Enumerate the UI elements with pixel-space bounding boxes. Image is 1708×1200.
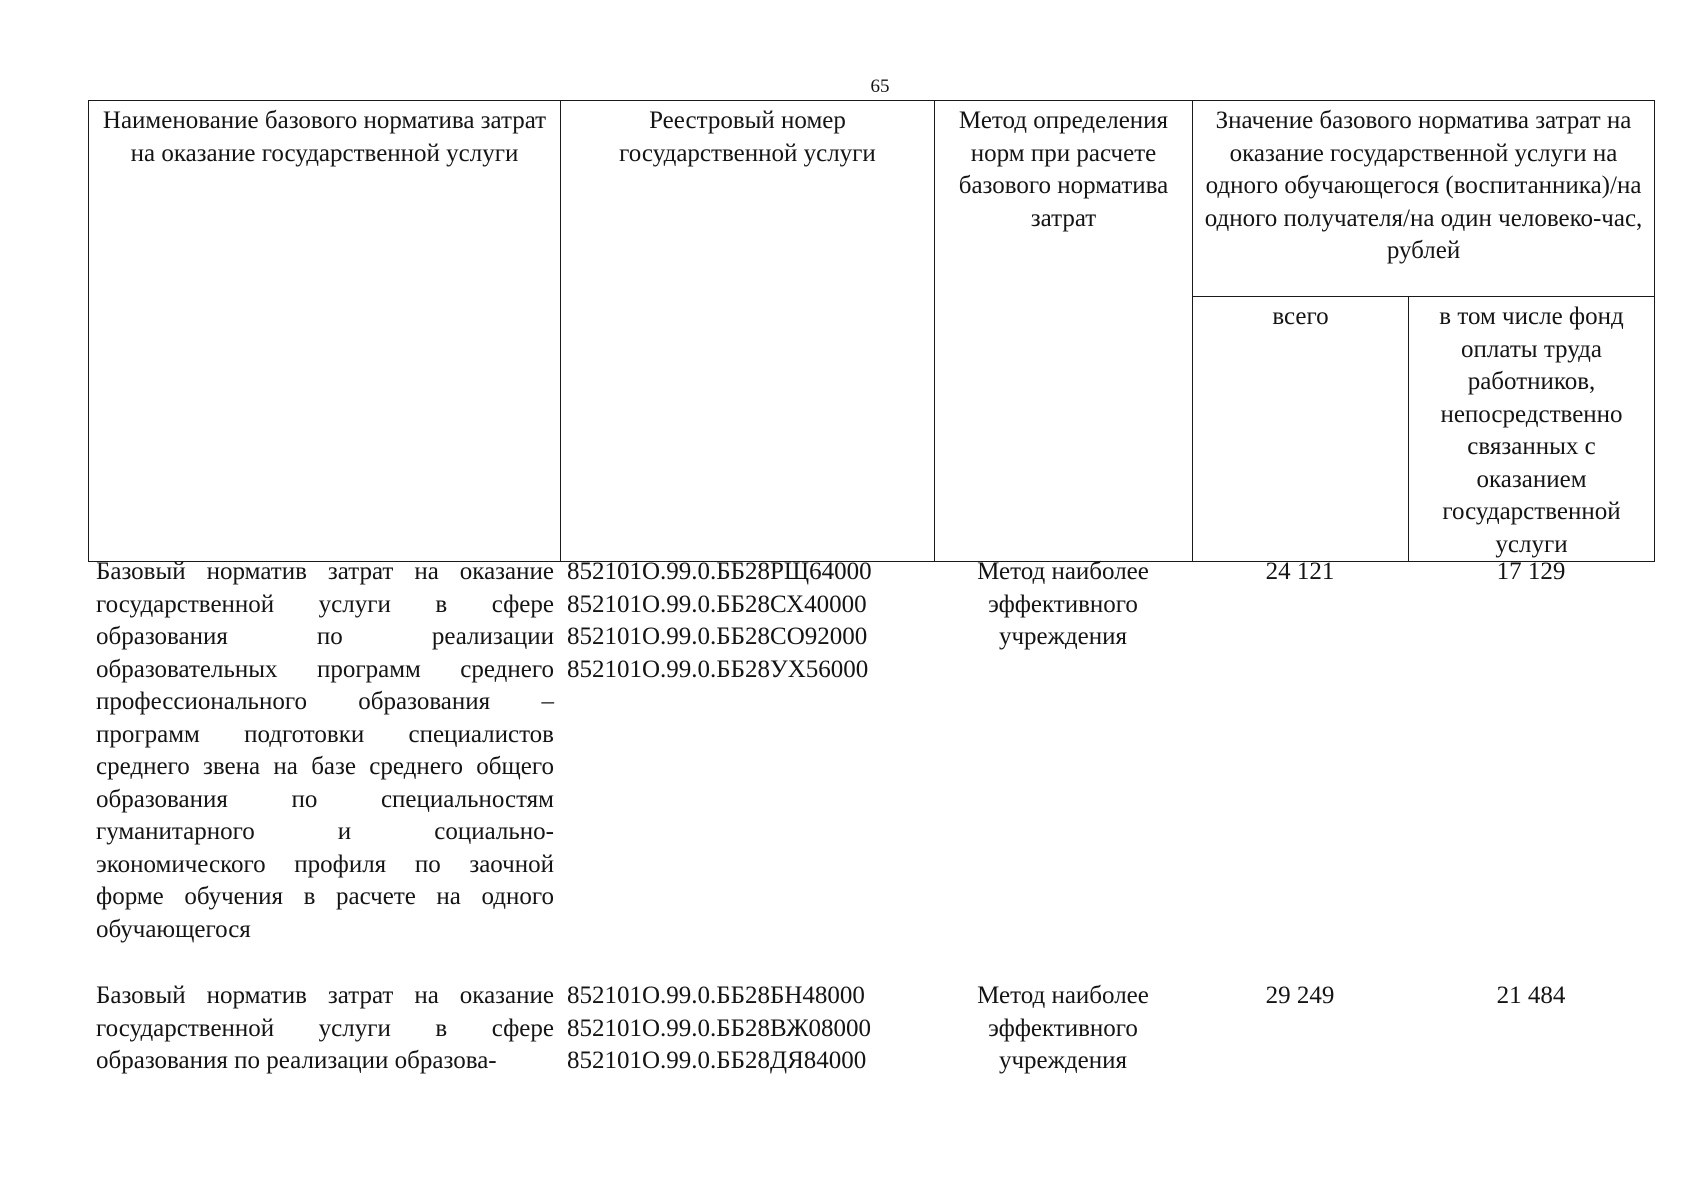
table-body (88, 556, 1654, 1078)
row-total-cell (1192, 556, 1408, 980)
registry-code: 852101О.99.0.ББ28РЩ64000 (567, 558, 872, 585)
row-payroll: 21 484 (1496, 982, 1566, 1009)
header-total: всего (1272, 303, 1329, 330)
row-name-cell (88, 556, 560, 980)
registry-code: 852101О.99.0.ББ28СО92000 (567, 623, 868, 650)
row-codes-cell (560, 980, 934, 1078)
table-row (88, 980, 1654, 1078)
header-method-cell (935, 101, 1193, 562)
row-name-cell (88, 980, 560, 1078)
row-method-cell (934, 980, 1192, 1078)
row-name: Базовый норматив затрат на оказание государственной услуги в сфере образования по реализации образова- (96, 982, 554, 1074)
table-header (88, 100, 1655, 562)
registry-code: 852101О.99.0.ББ28СХ40000 (567, 590, 867, 618)
page-number: 65 (870, 76, 890, 97)
row-name: Базовый норматив затрат на оказание государственной услуги в сфере образования по реализации образовательных программ среднего профессионального образования – программ подготовки специалистов среднего звена на базе среднего общего образования по специальностям гуманитарного и социально-экономического профиля по заочной форме обучения в расчете на одного обучающегося (96, 558, 554, 943)
table-row (88, 556, 1654, 980)
row-payroll: 17 129 (1496, 558, 1566, 585)
row-payroll-cell (1408, 556, 1654, 980)
header-registry: Реестровый номер государственной услуги (619, 107, 876, 167)
header-name-cell (89, 101, 561, 562)
row-total: 29 249 (1265, 982, 1335, 1009)
row-method-cell (934, 556, 1192, 980)
header-name: Наименование базового норматива затрат на оказание государственной услуги (102, 107, 547, 167)
header-payroll: в том числе фонд оплаты труда работников, непосредственно связанных с оказанием государственной услуги (1439, 303, 1624, 558)
header-value: Значение базового норматива затрат на оказание государственной услуги на одного обучающегося (воспитанника)/на одного получателя/на один человеко-час, рублей (1204, 107, 1643, 264)
row-codes-cell (560, 556, 934, 980)
registry-code: 852101О.99.0.ББ28УХ56000 (567, 655, 869, 683)
registry-code: 852101О.99.0.ББ28ДЯ84000 (567, 1047, 867, 1074)
header-method: Метод определения норм при расчете базового норматива затрат (958, 107, 1169, 232)
row-payroll-cell (1408, 980, 1654, 1078)
header-value-cell (1193, 101, 1655, 297)
row-total: 24 121 (1265, 558, 1335, 585)
header-payroll-cell (1409, 297, 1655, 562)
header-total-cell (1193, 297, 1409, 562)
registry-code: 852101О.99.0.ББ28ВЖ08000 (567, 1014, 871, 1042)
header-registry-cell (561, 101, 935, 562)
row-method: Метод наиболее эффективного учреждения (977, 982, 1149, 1074)
row-total-cell (1192, 980, 1408, 1078)
registry-code: 852101О.99.0.ББ28БН48000 (567, 982, 865, 1009)
row-method: Метод наиболее эффективного учреждения (977, 558, 1149, 650)
